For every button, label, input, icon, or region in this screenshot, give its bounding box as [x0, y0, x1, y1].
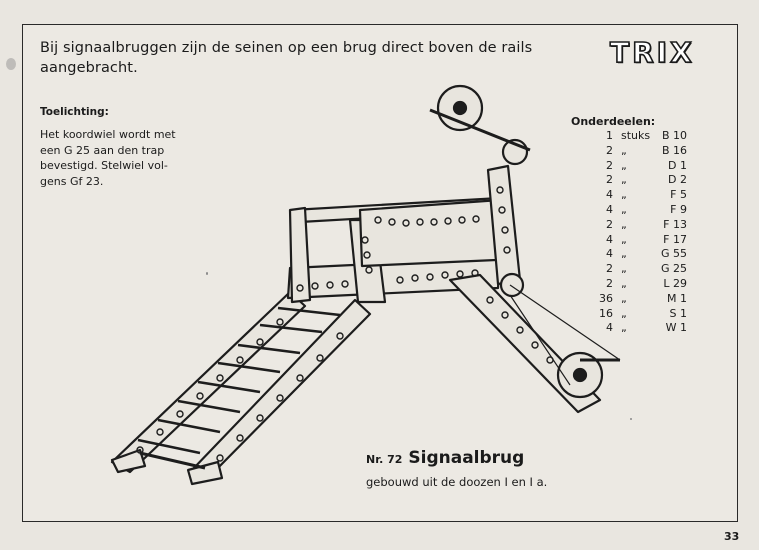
parts-qty: 2 [606, 262, 613, 276]
notes-line: gens Gf 23. [40, 174, 104, 188]
notes-title: Toelichting: [40, 106, 109, 118]
parts-unit: „ [621, 217, 627, 231]
parts-qty: 1 [606, 129, 613, 142]
parts-unit: „ [621, 143, 627, 157]
parts-unit: „ [621, 158, 627, 172]
parts-title: Onderdeelen: [571, 115, 656, 128]
caption-heading [366, 448, 547, 468]
parts-code: S 1 [669, 306, 687, 320]
figure-caption [366, 448, 547, 489]
parts-code: B 16 [661, 143, 687, 157]
intro-line: Bij signaalbruggen zijn de seinen op een brug direct boven de rails [40, 40, 533, 56]
parts-code: L 29 [663, 276, 687, 290]
parts-qty: 4 [606, 188, 613, 202]
parts-code: F 17 [663, 232, 687, 246]
parts-code: D 2 [668, 173, 687, 187]
parts-unit: „ [621, 306, 627, 320]
parts-code: M 1 [667, 291, 687, 305]
parts-code: F 9 [670, 202, 687, 216]
parts-unit: „ [621, 173, 627, 187]
parts-unit: stuks [621, 129, 651, 142]
parts-qty: 2 [606, 217, 613, 231]
parts-unit: „ [621, 291, 627, 305]
parts-code: D 1 [668, 158, 687, 172]
notes-line: bevestigd. Stelwiel vol- [40, 159, 168, 172]
parts-unit: „ [621, 188, 627, 202]
model-subtitle: gebouwd uit de doozen I en I a. [366, 475, 548, 489]
parts-qty: 2 [606, 143, 613, 157]
parts-qty: 4 [606, 321, 613, 335]
paper-speck [206, 272, 208, 275]
parts-code: W 1 [665, 321, 687, 335]
parts-qty: 36 [599, 291, 613, 305]
parts-qty: 16 [599, 306, 613, 320]
signal-bridge-illustration [100, 70, 640, 500]
parts-unit: „ [621, 232, 627, 246]
intro-line: aangebracht. [40, 60, 138, 76]
parts-qty: 2 [606, 173, 613, 187]
parts-qty: 4 [606, 202, 613, 216]
notes-line: Het koordwiel wordt met [40, 128, 176, 141]
parts-code: F 5 [670, 188, 687, 202]
paper-speck [6, 58, 16, 70]
page-number: 33 [724, 530, 740, 543]
parts-code: G 55 [660, 247, 687, 261]
axle-wheel [501, 274, 523, 296]
parts-qty: 4 [606, 247, 613, 261]
parts-unit: „ [621, 202, 627, 216]
parts-qty: 2 [606, 276, 613, 290]
parts-unit: „ [621, 276, 627, 290]
parts-unit: „ [621, 262, 627, 276]
notes-line: een G 25 aan den trap [40, 143, 165, 157]
top-deck-plate [360, 200, 500, 266]
parts-code: G 25 [660, 262, 687, 276]
parts-code: B 10 [661, 129, 687, 142]
model-number: Nr. 72 [366, 453, 403, 466]
parts-unit: „ [621, 247, 627, 261]
parts-unit: „ [621, 321, 627, 335]
parts-qty: 4 [606, 232, 613, 246]
paper-speck [630, 418, 632, 420]
parts-qty: 2 [606, 158, 613, 172]
model-title: Signaalbrug [408, 448, 525, 468]
brand-logo: TRIX [610, 36, 695, 69]
parts-code: F 13 [663, 217, 687, 231]
